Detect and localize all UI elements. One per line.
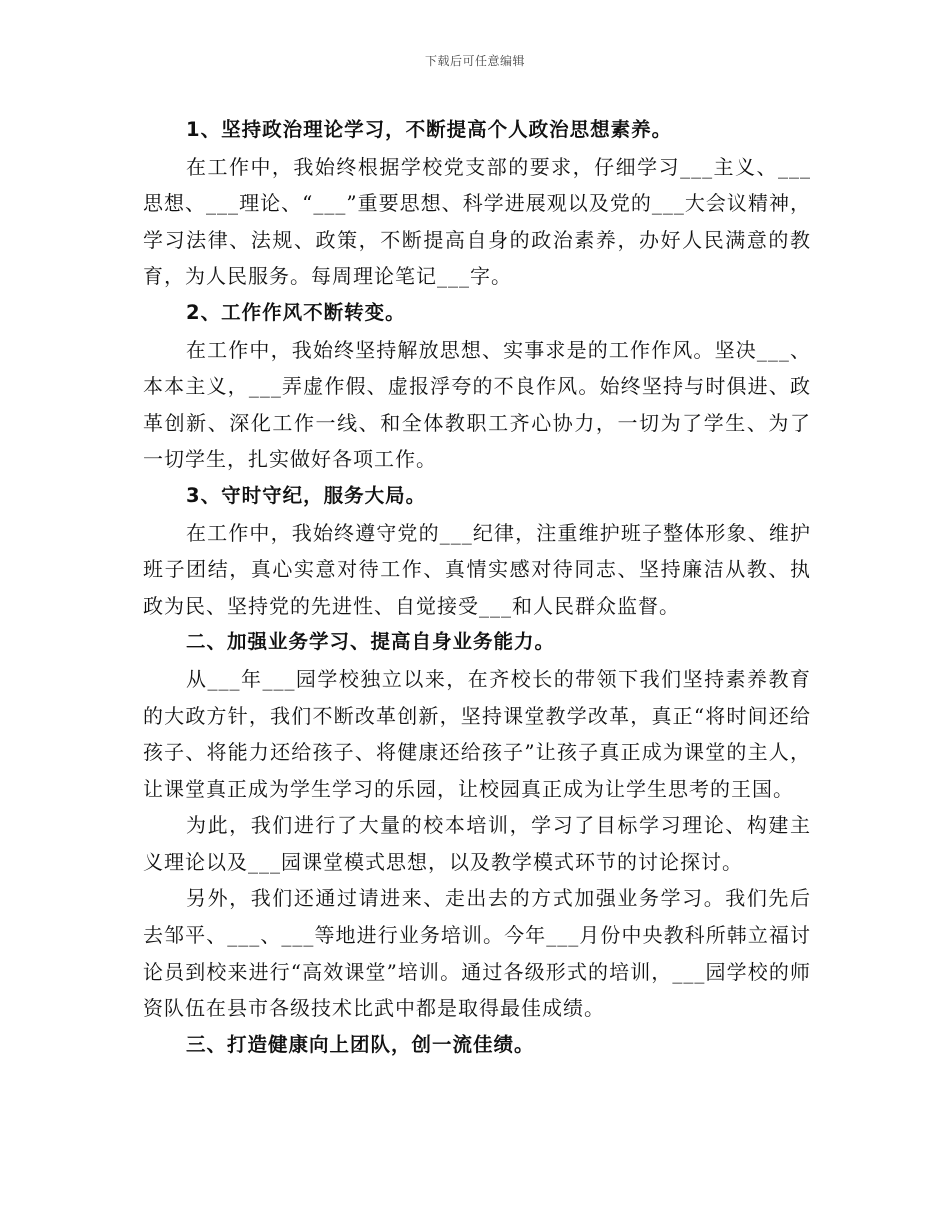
section-heading-3: 3、守时守纪，服务大局。 bbox=[186, 483, 427, 507]
body-paragraph: 为此，我们进行了大量的校本培训，学习了目标学习理论、构建主义理论以及___园课堂模式思想，以及教学模式环节的讨论探讨。 bbox=[143, 813, 811, 874]
section-heading-er: 二、加强业务学习、提高自身业务能力。 bbox=[186, 630, 556, 654]
document-body bbox=[143, 112, 811, 1063]
body-paragraph: 在工作中，我始终根据学校党支部的要求，仔细学习___主义、___思想、___理论、“___”重要思想、科学进展观以及党的___大会议精神，学习法律、法规、政策，不断提高自身的政治素养，办好人民满意的教育，为人民服务。每周理论笔记___字。 bbox=[143, 154, 811, 289]
header-note: 下载后可任意编辑 bbox=[424, 54, 525, 68]
section-heading-san: 三、打造健康向上团队，创一流佳绩。 bbox=[186, 1032, 535, 1056]
body-paragraph: 另外，我们还通过请进来、走出去的方式加强业务学习。我们先后去邹平、___、___等地进行业务培训。今年___月份中央教科所韩立福讨论员到校来进行“高效课堂”培训。通过各级形式的培训，___园学校的师资队伍在县市各级技术比武中都是取得最佳成绩。 bbox=[143, 886, 811, 1021]
body-paragraph: 从___年___园学校独立以来，在齐校长的带领下我们坚持素养教育的大政方针，我们不断改革创新，坚持课堂教学改革，真正“将时间还给孩子、将能力还给孩子、将健康还给孩子”让孩子真正成为课堂的主人，让课堂真正成为学生学习的乐园，让校园真正成为让学生思考的王国。 bbox=[143, 666, 811, 801]
section-heading-1: 1、坚持政治理论学习，不断提高个人政治思想素养。 bbox=[186, 118, 673, 141]
body-paragraph: 在工作中，我始终坚持解放思想、实事求是的工作作风。坚决___、本本主义，___弄虚作假、虚报浮夸的不良作风。始终坚持与时俱进、政革创新、深化工作一线、和全体教职工齐心协力，一切为了学生、为了一切学生，扎实做好各项工作。 bbox=[143, 337, 811, 472]
body-paragraph: 在工作中，我始终遵守党的___纪律，注重维护班子整体形象、维护班子团结，真心实意对待工作、真情实感对待同志、坚持廉洁从教、执政为民、坚持党的先进性、自觉接受___和人民群众监督。 bbox=[143, 520, 811, 618]
section-heading-2: 2、工作作风不断转变。 bbox=[186, 300, 406, 324]
